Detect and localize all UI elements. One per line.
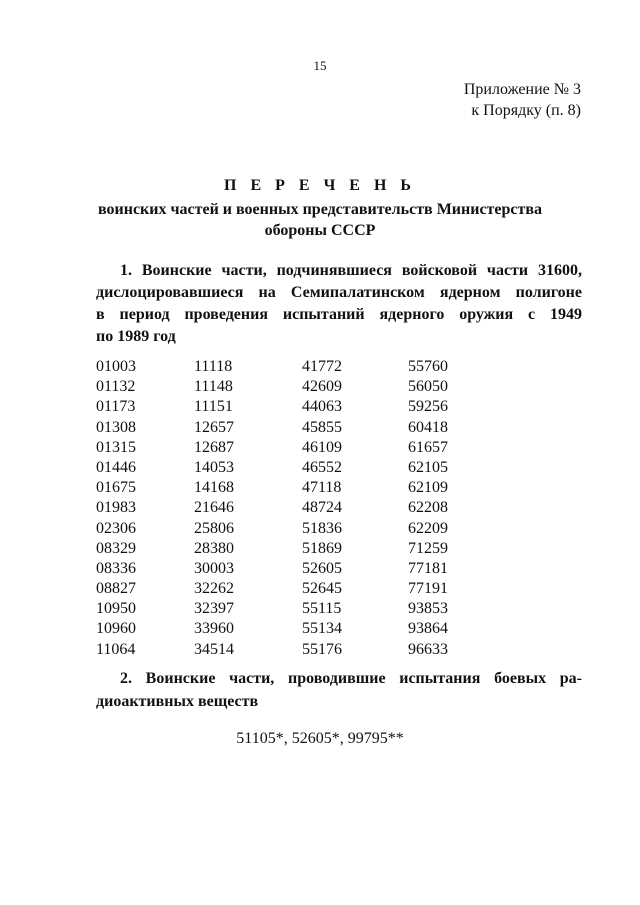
unit-number-cell: 55134 [302, 620, 342, 638]
unit-number-cell: 21646 [194, 499, 234, 517]
appendix-line: Приложение № 3 [463, 81, 581, 98]
unit-number-cell: 25806 [194, 519, 234, 537]
unit-number-cell: 11064 [96, 640, 136, 658]
unit-number-cell: 55760 [408, 358, 448, 375]
section-1-heading [96, 260, 582, 348]
section-2-unit-codes: 51105*, 52605*, 99795** [236, 730, 404, 747]
unit-number-cell: 01675 [96, 479, 136, 497]
unit-number-cell: 12657 [194, 418, 234, 436]
document-subtitle [0, 199, 640, 241]
heading-line: 2. Воинские части, проводившие испытания боевых ра- [120, 670, 582, 687]
unit-number-cell: 93864 [408, 620, 448, 638]
unit-number-cell: 52645 [302, 580, 342, 598]
unit-number-cell: 01983 [96, 499, 136, 517]
unit-number-cell: 59256 [408, 398, 448, 416]
unit-number-cell: 30003 [194, 559, 234, 577]
unit-number-cell: 14053 [194, 458, 234, 476]
unit-number-cell: 96633 [408, 640, 448, 658]
unit-number-cell: 77191 [408, 580, 448, 598]
unit-number-cell: 01003 [96, 358, 136, 375]
unit-number-cell: 93853 [408, 600, 448, 618]
unit-number-cell: 48724 [302, 499, 342, 517]
unit-number-cell: 28380 [194, 539, 234, 557]
unit-number-cell: 08329 [96, 539, 136, 557]
unit-number-cell: 71259 [408, 539, 448, 557]
unit-number-cell: 42609 [302, 378, 342, 396]
unit-number-cell: 55176 [302, 640, 342, 658]
unit-number-cell: 32397 [194, 600, 234, 618]
section-2-heading [96, 667, 582, 713]
unit-number-cell: 10960 [96, 620, 136, 638]
appendix-reference [464, 79, 581, 121]
unit-number-cell: 62208 [408, 499, 448, 517]
heading-line: в период проведения испытаний ядерного оружия с 1949 [96, 306, 582, 323]
unit-number-cell: 01132 [96, 378, 136, 396]
unit-number-cell: 47118 [302, 479, 342, 497]
unit-number-cell: 51869 [302, 539, 342, 557]
unit-number-cell: 08336 [96, 559, 136, 577]
unit-number-cell: 14168 [194, 479, 234, 497]
unit-number-cell: 01308 [96, 418, 136, 436]
unit-number-cell: 62105 [408, 458, 448, 476]
heading-line: 1. Воинские части, подчинявшиеся войсковой части 31600, [120, 262, 582, 279]
unit-number-cell: 61657 [408, 438, 448, 456]
unit-number-cell: 08827 [96, 580, 136, 598]
unit-number-cell: 11118 [194, 358, 233, 375]
unit-number-cell: 01446 [96, 458, 136, 476]
unit-number-cell: 44063 [302, 398, 342, 416]
subtitle-line: обороны СССР [264, 222, 376, 239]
unit-number-cell: 60418 [408, 418, 448, 436]
unit-number-cell: 01315 [96, 438, 136, 456]
unit-number-cell: 41772 [302, 358, 342, 375]
subtitle-line: воинских частей и военных представительств Министерства [97, 201, 543, 218]
unit-number-cell: 11148 [194, 378, 233, 396]
document-title: П Е Р Е Ч Е Н Ь [224, 177, 416, 194]
unit-number-cell: 34514 [194, 640, 234, 658]
appendix-line: к Порядку (п. 8) [471, 102, 581, 119]
unit-number-cell: 32262 [194, 580, 234, 598]
unit-number-cell: 10950 [96, 600, 136, 618]
unit-number-cell: 33960 [194, 620, 234, 638]
unit-number-cell: 55115 [302, 600, 342, 618]
page-number: 15 [313, 58, 327, 73]
unit-number-cell: 77181 [408, 559, 448, 577]
unit-number-cell: 11151 [194, 398, 233, 416]
unit-number-cell: 46109 [302, 438, 342, 456]
unit-number-cell: 62209 [408, 519, 448, 537]
unit-number-cell: 62109 [408, 479, 448, 497]
unit-number-cell: 01173 [96, 398, 136, 416]
unit-number-cell: 12687 [194, 438, 234, 456]
unit-number-cell: 56050 [408, 378, 448, 396]
unit-number-cell: 46552 [302, 458, 342, 476]
heading-line: дислоцировавшиеся на Семипалатинском ядерном полигоне [96, 284, 582, 301]
unit-number-cell: 51836 [302, 519, 342, 537]
unit-number-cell: 45855 [302, 418, 342, 436]
unit-number-cell: 52605 [302, 559, 342, 577]
unit-number-cell: 02306 [96, 519, 136, 537]
heading-line: по 1989 год [96, 328, 176, 345]
heading-line: диоактивных веществ [96, 693, 259, 710]
